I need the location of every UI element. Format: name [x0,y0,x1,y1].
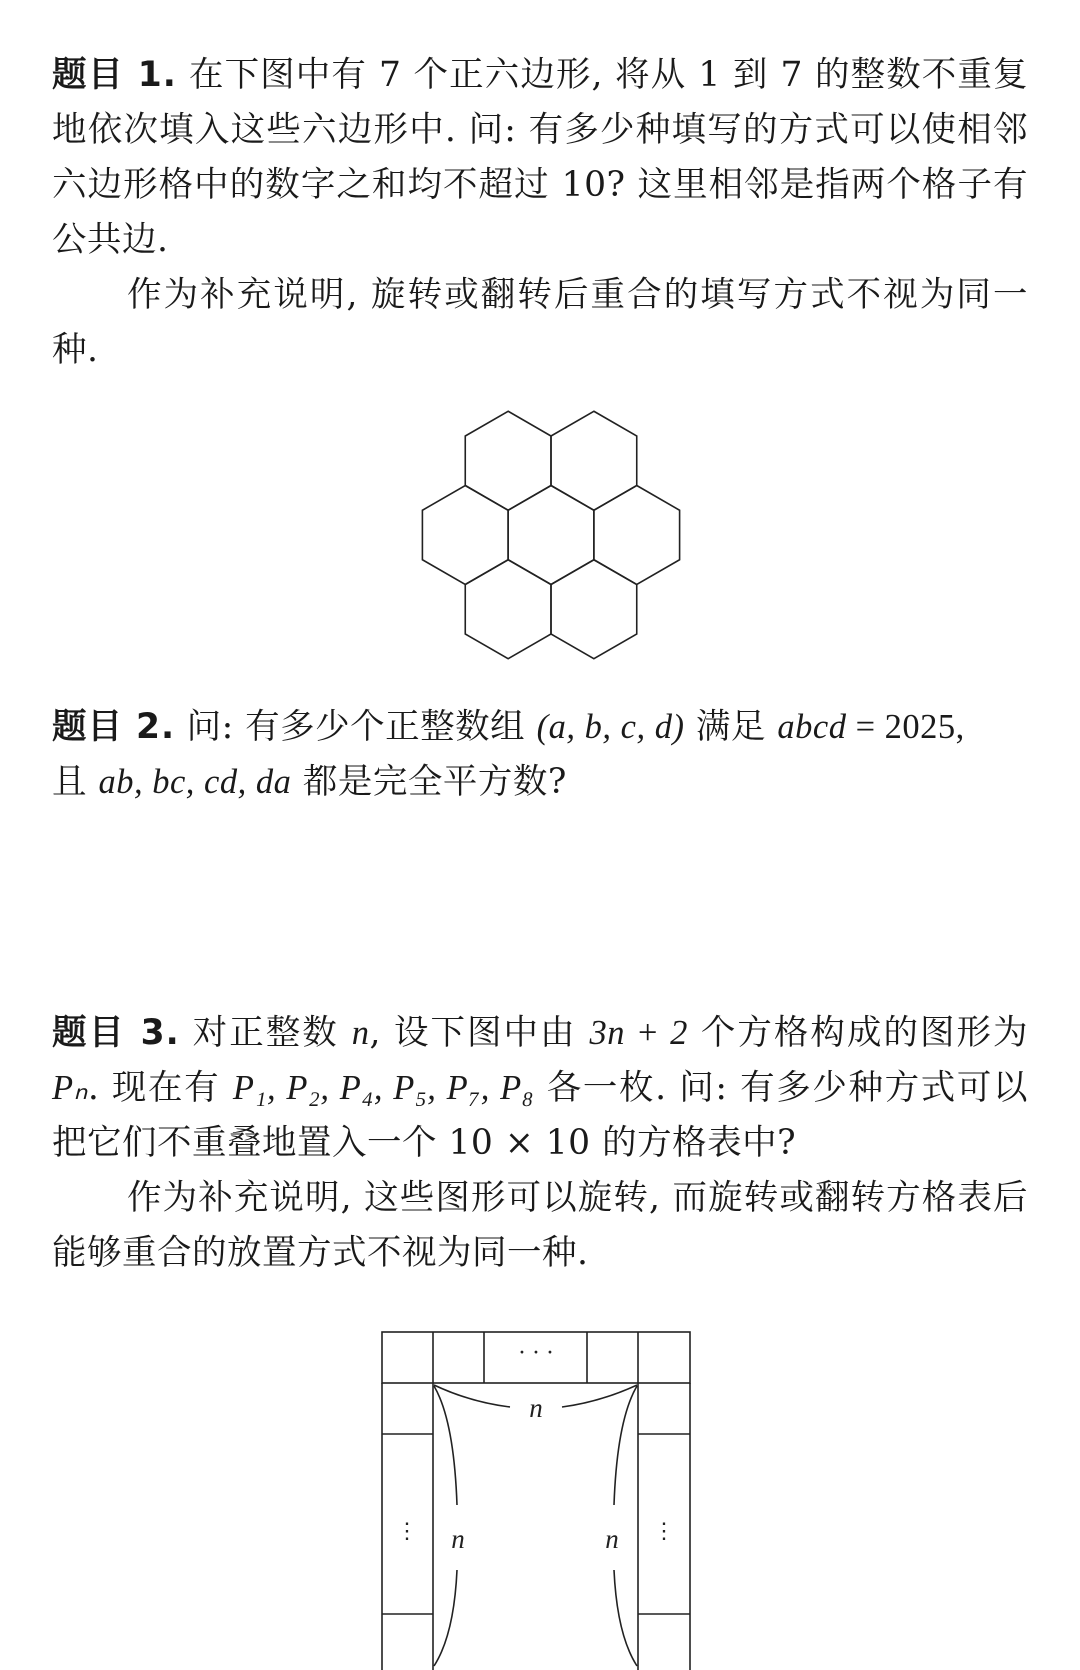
problem-3-text-c: 个方格构成的图形为 [687,1013,1029,1053]
problem-1-label: 题目 1. [52,55,177,95]
problem-2-text [52,700,1028,810]
problem-2-text-a: 问: 有多少个正整数组 [175,707,537,747]
pn-figure [0,1290,1080,1670]
problem-3-expr: 3n + 2 [589,1014,688,1052]
hexagon-cell-2 [551,411,637,510]
hexagon-cell-4 [508,486,594,585]
problem-2-eq-lhs: abcd [777,708,847,746]
hexagon-cell-1 [465,411,551,510]
hexagon-cell-5 [594,486,680,585]
problem-3-note-text: 作为补充说明, 这些图形可以旋转, 而旋转或翻转方格表后能够重合的放置方式不视为同一种. [52,1178,1028,1273]
problem-2-text-b: 满足 [684,707,778,747]
problem-2-label: 题目 2. [52,707,176,747]
right-column-ellipsis: ⋮ [653,1519,675,1544]
right-brace-label-n: n [605,1524,619,1554]
problem-1-text [52,48,1028,268]
problem-3-note [52,1171,1028,1281]
problem-3-pieces: P₁, P₂, P₄, P₅, P₇, P₈ [232,1069,535,1107]
top-brace-label-n: n [529,1393,543,1423]
problem-3-pn: Pₙ [52,1069,88,1107]
hexagon-figure [0,400,1080,660]
problem-3-text-b: , 设下图中由 [369,1013,590,1053]
problem-3-text-d: . 现在有 [87,1068,233,1108]
problem-3-text-e: 各一枚. 问: 有多少种方式可以把它们不重叠地置入一个 10 × 10 的方格表中? [52,1068,1028,1163]
problem-2-products: ab, bc, cd, da [98,763,292,801]
left-column-ellipsis: ⋮ [396,1519,418,1544]
problem-2-text-c: 且 [52,762,99,802]
problem-1-note [52,268,1028,378]
problem-3-text [52,1006,1028,1171]
hexagon-cell-3 [422,486,508,585]
top-row-ellipsis: · · · [518,1341,554,1366]
problem-3-label: 题目 3. [52,1013,180,1053]
problem-2-eq-rhs: = 2025, [846,708,965,746]
problem-2-tuple: (a, b, c, d) [536,708,685,746]
hexagon-cell-6 [465,560,551,659]
hexagon-cell-7 [551,560,637,659]
left-brace-label-n: n [451,1524,465,1554]
problem-3-var-n: n [351,1014,370,1052]
problem-3-text-a: 对正整数 [179,1013,352,1053]
problem-1-body: 在下图中有 7 个正六边形, 将从 1 到 7 的整数不重复地依次填入这些六边形中. 问: 有多少种填写的方式可以使相邻六边形格中的数字之和均不超过 10? 这里相邻是指两个格子有公共边. [52,55,1029,260]
problem-2-text-d: 都是完全平方数? [291,762,567,802]
problem-1-note-text: 作为补充说明, 旋转或翻转后重合的填写方式不视为同一种. [52,275,1028,370]
